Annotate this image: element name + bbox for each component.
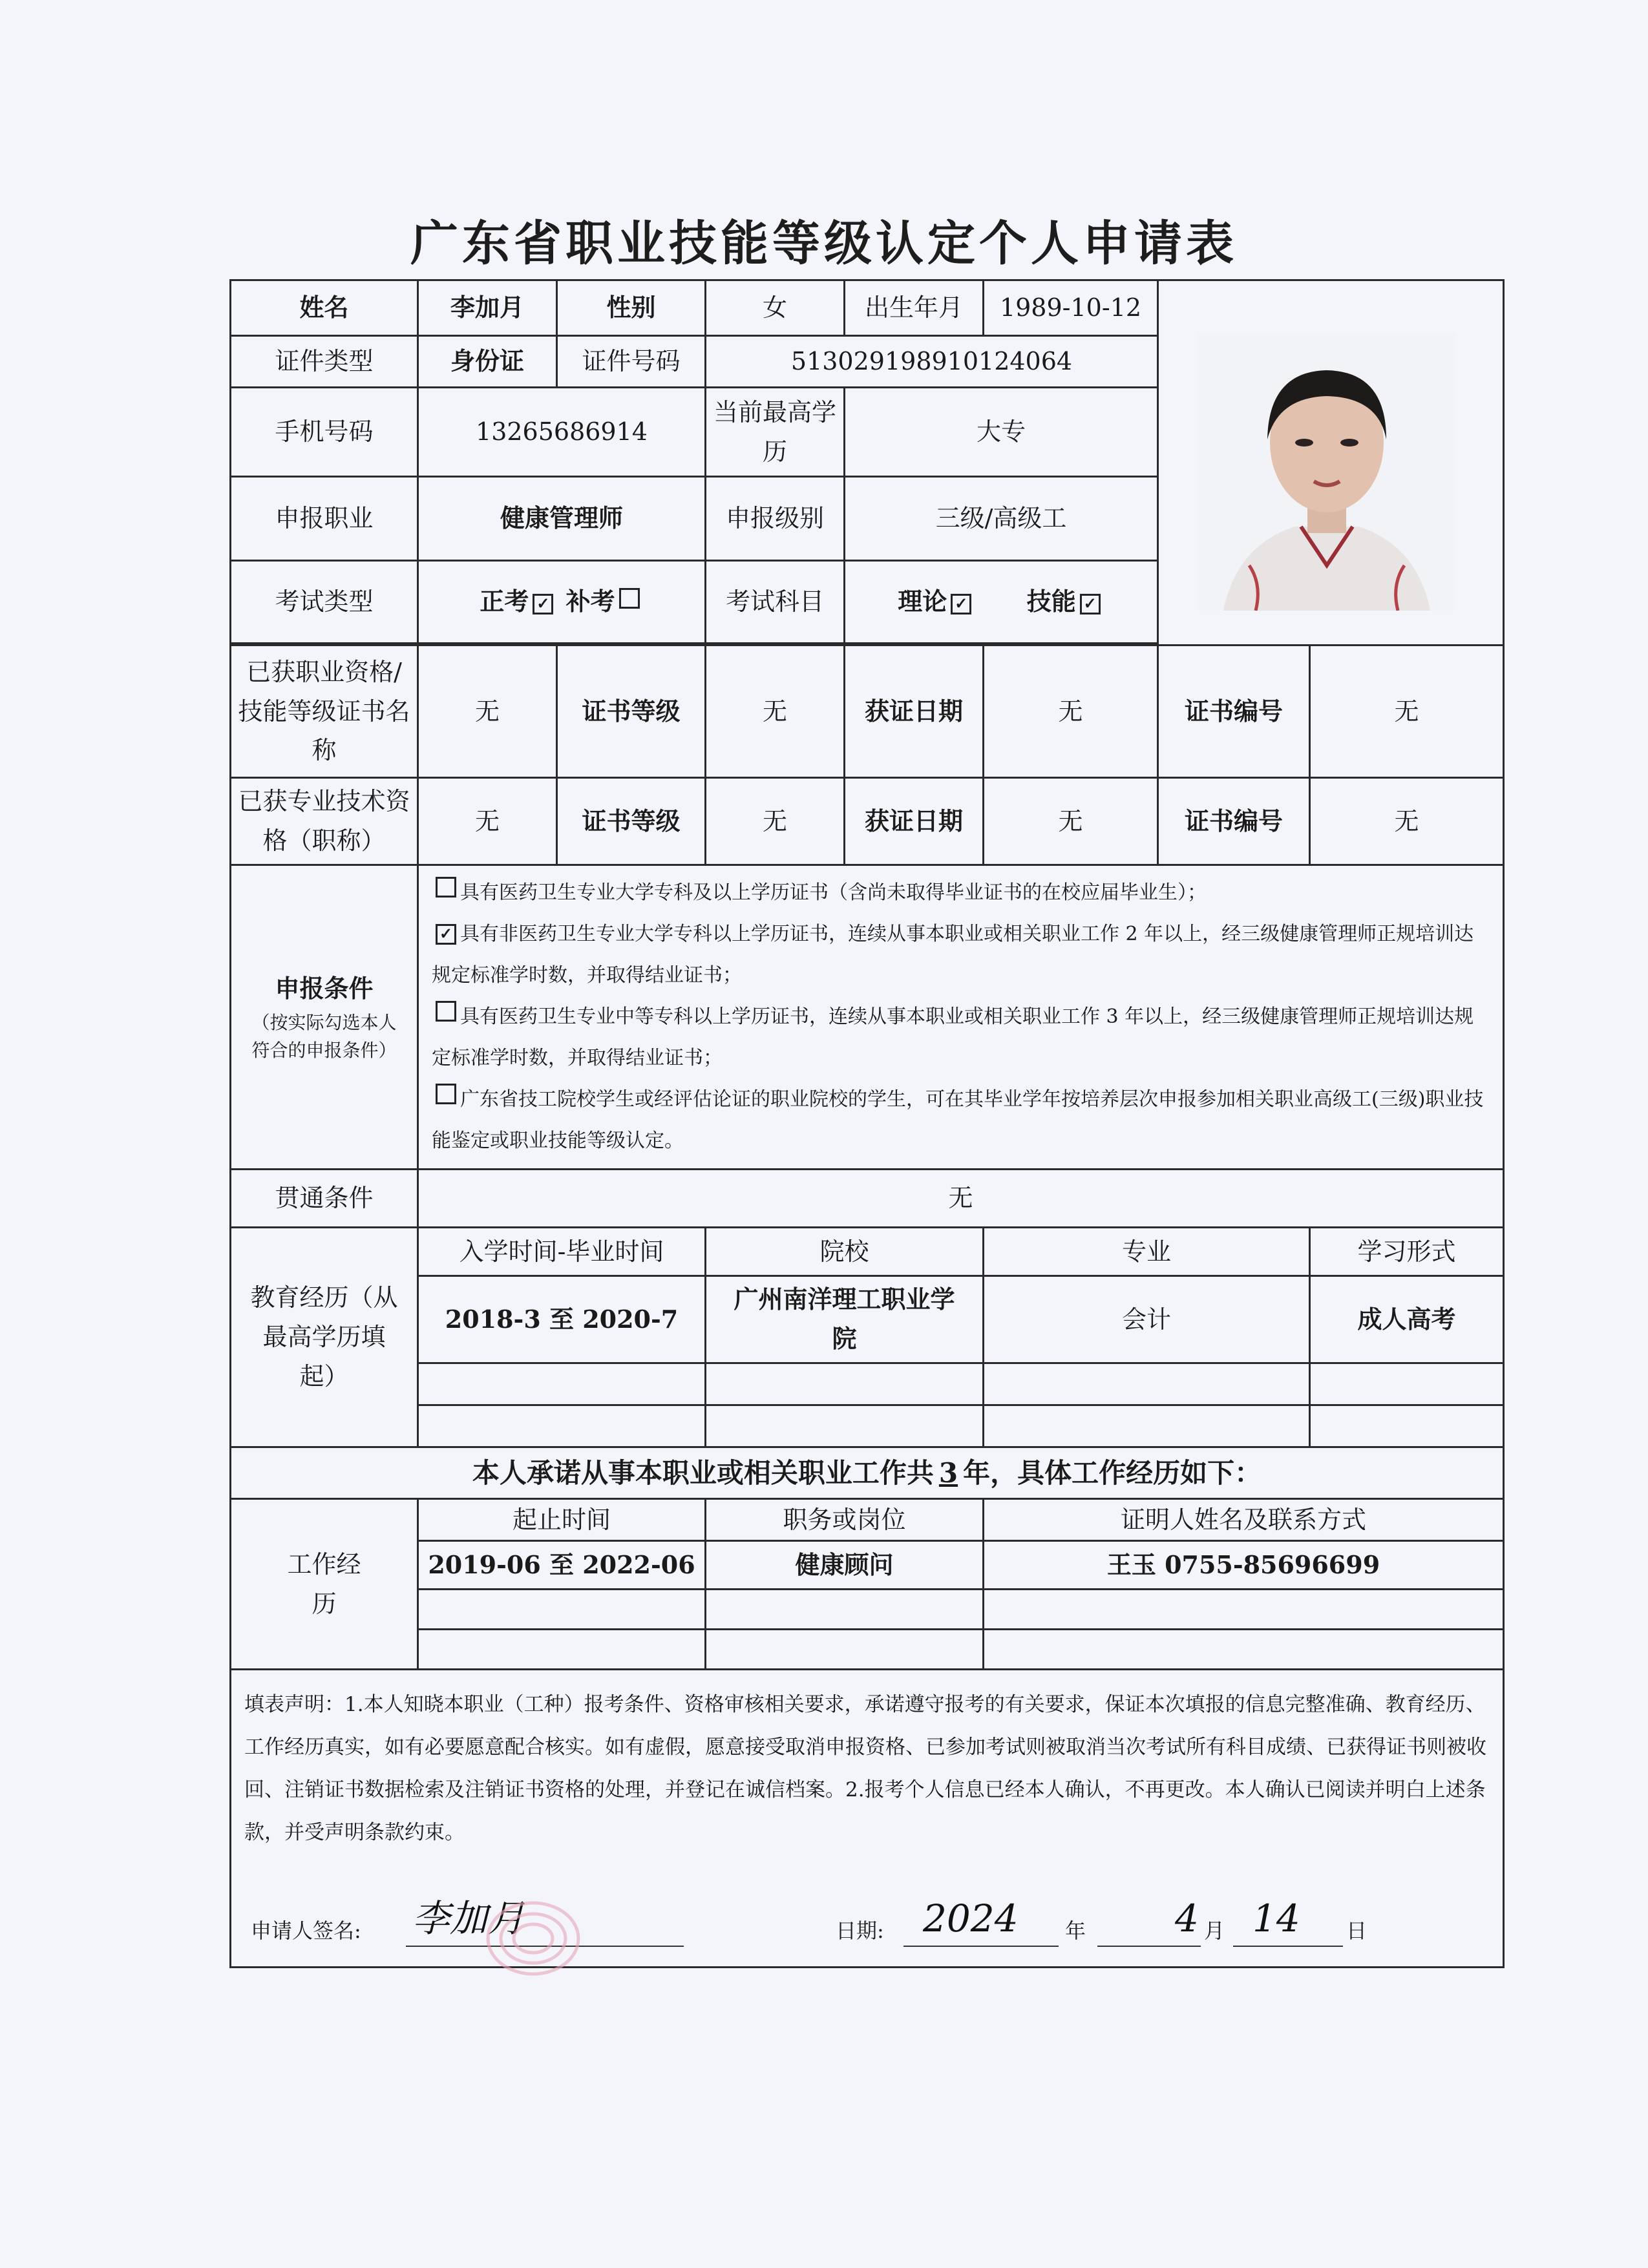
- gender-label: 性别: [557, 280, 706, 336]
- condition-item: ✓ 具有非医药卫生专业大学专科以上学历证书，连续从事本职业或相关职业工作 2 年以上，经三级健康管理师正规培训达规定标准学时数，并取得结业证书；: [432, 923, 1474, 987]
- work-empty: [706, 1630, 984, 1670]
- work-header-position: 职务或岗位: [706, 1499, 984, 1541]
- cert2-date: 无: [984, 778, 1158, 865]
- cert1-name: 无: [418, 646, 557, 778]
- cert1-level: 无: [706, 646, 845, 778]
- date-day: 14: [1252, 1896, 1300, 1940]
- conditions-label-cell: [231, 865, 418, 1170]
- declaration-text: 填表声明：1.本人知晓本职业（工种）报考条件、资格审核相关要求，承诺遵守报考的有关要求，保证本次填报的信息完整准确、教育经历、工作经历真实，如有必要愿意配合核实。如有虚假，愿意接受取消申报资格、已参加考试则被取消当次考试所有科目成绩、已获得证书则被收回、注销证书数据检索及注销证书资格的处理，并登记在诚信档案。2.报考个人信息已经本人确认，不再更改。本人确认已阅读并明白上述条款，并受声明条款约束。: [244, 1693, 1486, 1844]
- work-label: 工作经历: [231, 1499, 418, 1670]
- gender-value: 女: [706, 280, 845, 336]
- signature-row: [244, 1889, 1490, 1966]
- edu-empty: [984, 1363, 1310, 1405]
- declaration-cell: [231, 1670, 1504, 1968]
- work-period: 2019-06 至 2022-06: [418, 1541, 706, 1590]
- condition-checkbox[interactable]: [436, 1084, 456, 1104]
- edu-empty: [418, 1363, 706, 1405]
- cert1-date: 无: [984, 646, 1158, 778]
- subject-skill-checkbox[interactable]: ✓: [1080, 594, 1101, 614]
- application-table: [229, 279, 1505, 1968]
- edu-empty: [984, 1405, 1310, 1447]
- subject-label: 考试科目: [706, 561, 845, 644]
- cert2-name: 无: [418, 778, 557, 865]
- education-level-value: 大专: [845, 388, 1158, 477]
- cert1-date-label: 获证日期: [845, 646, 984, 778]
- work-empty: [418, 1590, 706, 1630]
- applicant-photo: [1198, 333, 1456, 611]
- work-header-reference: 证明人姓名及联系方式: [984, 1499, 1504, 1541]
- work-empty: [984, 1630, 1504, 1670]
- phone-value: 13265686914: [418, 388, 706, 477]
- condition-item: 广东省技工院校学生或经评估论证的职业院校的学生，可在其毕业学年按培养层次申报参加相关职业高级工(三级)职业技能鉴定或职业技能等级认定。: [432, 1079, 1490, 1162]
- edu-header-mode: 学习形式: [1310, 1228, 1504, 1276]
- edu-empty: [418, 1405, 706, 1447]
- education-level-label: 当前最高学历: [706, 388, 845, 477]
- work-empty: [984, 1590, 1504, 1630]
- commitment-line: 本人承诺从事本职业或相关职业工作共 3 年，具体工作经历如下：: [231, 1447, 1504, 1499]
- occupation-label: 申报职业: [231, 477, 418, 561]
- exam-type-options: [418, 561, 706, 644]
- condition-checkbox[interactable]: ✓: [436, 924, 456, 945]
- date-label: 日期:: [836, 1918, 884, 1943]
- edu-header-school: 院校: [706, 1228, 984, 1276]
- cert1-no-label: 证书编号: [1158, 646, 1310, 778]
- conditions-label: 申报条件: [275, 974, 374, 1003]
- edu-empty: [1310, 1363, 1504, 1405]
- id-no-value: 513029198910124064: [706, 336, 1158, 388]
- signature: 李加月: [412, 1896, 525, 1940]
- conditions-hint: （按实际勾选本人符合的申报条件）: [251, 1012, 397, 1062]
- exam-normal-checkbox[interactable]: ✓: [533, 594, 553, 614]
- edu-period: 2018-3 至 2020-7: [418, 1276, 706, 1363]
- subject-skill-label: 技能: [1026, 587, 1076, 616]
- name-value: 李加月: [418, 280, 557, 336]
- cert1-label: 已获职业资格/技能等级证书名称: [231, 646, 418, 778]
- subject-theory-label: 理论: [898, 587, 947, 616]
- cert1-level-label: 证书等级: [557, 646, 706, 778]
- edu-mode: 成人高考: [1310, 1276, 1504, 1363]
- id-type-label: 证件类型: [231, 336, 418, 388]
- phone-label: 手机号码: [231, 388, 418, 477]
- level-value: 三级/高级工: [845, 477, 1158, 561]
- work-empty: [418, 1630, 706, 1670]
- date-year: 2024: [923, 1896, 1019, 1940]
- fingerprint-stamp: [478, 1893, 588, 1984]
- date-month: 4: [1175, 1896, 1199, 1940]
- through-label: 贯通条件: [231, 1170, 418, 1228]
- cert2-no-label: 证书编号: [1158, 778, 1310, 865]
- condition-item: 具有医药卫生专业大学专科及以上学历证书（含尚未取得毕业证书的在校应届毕业生）；: [432, 872, 1490, 914]
- cert2-level-label: 证书等级: [557, 778, 706, 865]
- form-title: 广东省职业技能等级认定个人申请表: [410, 216, 1238, 271]
- edu-empty: [706, 1405, 984, 1447]
- edu-empty: [1310, 1405, 1504, 1447]
- edu-school: 广州南洋理工职业学院: [706, 1276, 984, 1363]
- day-label: 日: [1346, 1918, 1368, 1943]
- edu-empty: [706, 1363, 984, 1405]
- subject-options: [845, 561, 1158, 644]
- work-position: 健康顾问: [706, 1541, 984, 1590]
- exam-retake-label: 补考: [565, 587, 615, 616]
- dob-value: 1989-10-12: [984, 280, 1158, 336]
- cert2-label: 已获专业技术资格（职称）: [231, 778, 418, 865]
- dob-label: 出生年月: [845, 280, 984, 336]
- exam-retake-checkbox[interactable]: [619, 588, 640, 609]
- exam-type-label: 考试类型: [231, 561, 418, 644]
- edu-major: 会计: [984, 1276, 1310, 1363]
- condition-item: 具有医药卫生专业中等专科以上学历证书，连续从事本职业或相关职业工作 3 年以上，经三级健康管理师正规培训达规定标准学时数，并取得结业证书；: [432, 996, 1490, 1079]
- cert2-level: 无: [706, 778, 845, 865]
- occupation-value: 健康管理师: [418, 477, 706, 561]
- cert1-no: 无: [1310, 646, 1504, 778]
- edu-header-major: 专业: [984, 1228, 1310, 1276]
- level-label: 申报级别: [706, 477, 845, 561]
- id-no-label: 证件号码: [557, 336, 706, 388]
- id-type-value: 身份证: [418, 336, 557, 388]
- cert2-date-label: 获证日期: [845, 778, 984, 865]
- condition-checkbox[interactable]: [436, 877, 456, 898]
- education-label: 教育经历（从最高学历填起）: [231, 1228, 418, 1447]
- condition-checkbox[interactable]: [436, 1001, 456, 1022]
- through-value: 无: [418, 1170, 1504, 1228]
- exam-normal-label: 正考: [480, 587, 529, 616]
- sign-label: 申请人签名:: [251, 1918, 361, 1943]
- name-label: 姓名: [231, 280, 418, 336]
- work-header-period: 起止时间: [418, 1499, 706, 1541]
- conditions-list: [418, 865, 1504, 1170]
- photo-cell: [1158, 280, 1504, 646]
- cert2-no: 无: [1310, 778, 1504, 865]
- work-empty: [706, 1590, 984, 1630]
- edu-header-period: 入学时间-毕业时间: [418, 1228, 706, 1276]
- work-reference: 王玉 0755-85696699: [984, 1541, 1504, 1590]
- year-label: 年: [1065, 1918, 1086, 1943]
- month-label: 月: [1204, 1918, 1225, 1943]
- subject-theory-checkbox[interactable]: ✓: [951, 594, 971, 614]
- commitment-years: 3: [938, 1456, 958, 1489]
